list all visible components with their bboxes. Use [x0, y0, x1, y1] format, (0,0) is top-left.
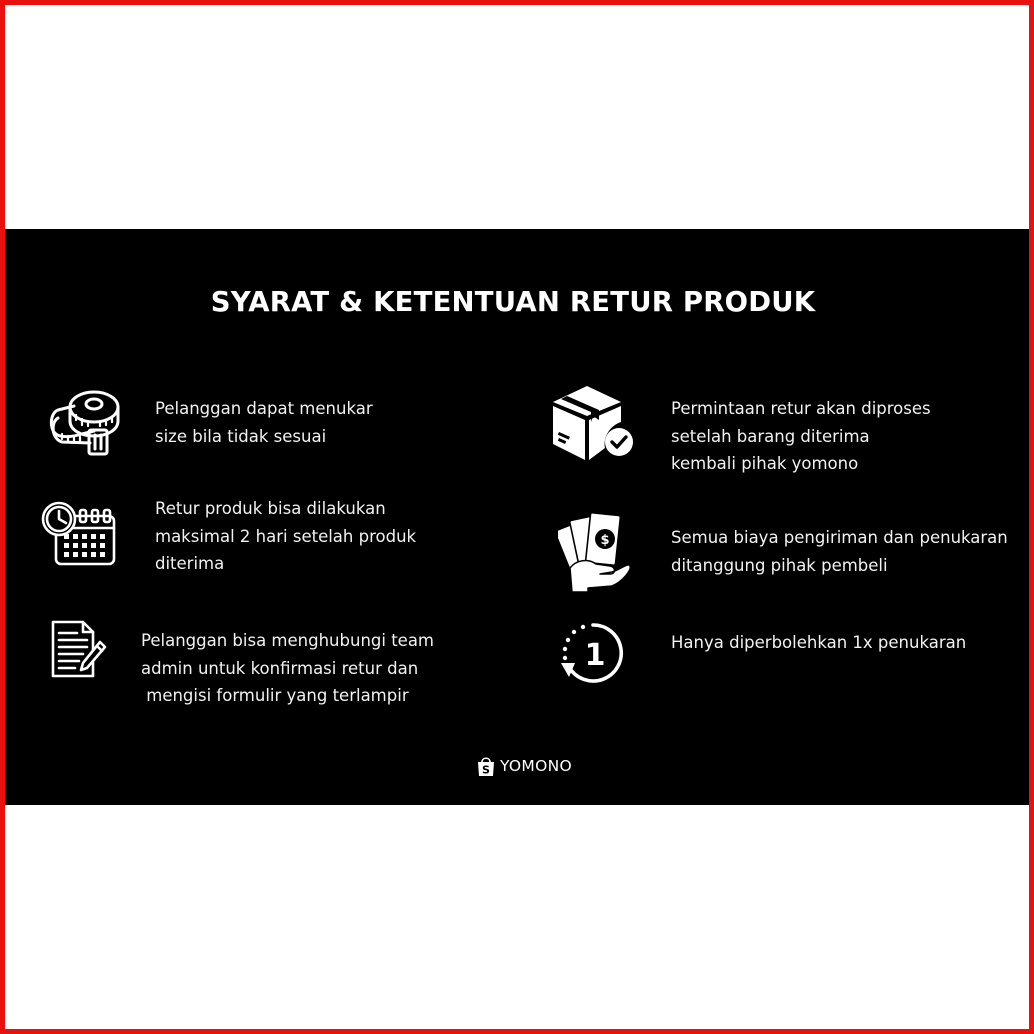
one-time-icon — [559, 619, 629, 687]
shopping-bag-letter: S — [482, 763, 490, 776]
item-line: size bila tidak sesuai — [155, 426, 327, 446]
item-line: mengisi formulir yang terlampir — [141, 686, 409, 705]
item-shipping-cost — [671, 524, 1008, 579]
item-return-processed — [671, 395, 931, 478]
shopping-bag-icon — [477, 756, 495, 777]
item-line: Pelanggan dapat menukar — [155, 399, 373, 418]
item-line: setelah barang diterima — [671, 426, 870, 446]
item-line: Hanya diperbolehkan 1x penukaran — [671, 633, 967, 652]
clock-calendar-icon — [40, 500, 120, 570]
measuring-tape-icon — [46, 385, 122, 459]
item-line: Permintaan retur akan diproses — [671, 399, 931, 418]
item-return-deadline — [155, 495, 416, 578]
item-line: kembali pihak yomono — [671, 454, 859, 473]
money-hand-icon — [558, 508, 636, 594]
form-pen-icon — [49, 618, 109, 682]
item-line: maksimal 2 hari setelah produk — [155, 526, 417, 546]
item-size-exchange — [155, 395, 373, 450]
item-exchange-limit — [671, 629, 966, 657]
one-time-icon-number: 1 — [584, 638, 606, 673]
item-line: ditanggung pihak pembeli — [671, 555, 888, 575]
svg-text:$: $ — [600, 533, 610, 548]
item-contact-admin — [141, 627, 434, 710]
brand-logo — [477, 755, 572, 777]
item-line: Pelanggan bisa menghubungi team — [141, 631, 435, 650]
box-check-icon — [551, 380, 635, 464]
item-line: Retur produk bisa dilakukan — [155, 499, 386, 518]
item-line: Semua biaya pengiriman dan penukaran — [671, 528, 1008, 547]
item-line: diterima — [155, 554, 225, 573]
item-line: admin untuk konfirmasi retur dan — [141, 658, 419, 678]
page-title: SYARAT & KETENTUAN RETUR PRODUK — [210, 286, 816, 318]
brand-name: YOMONO — [500, 757, 572, 775]
